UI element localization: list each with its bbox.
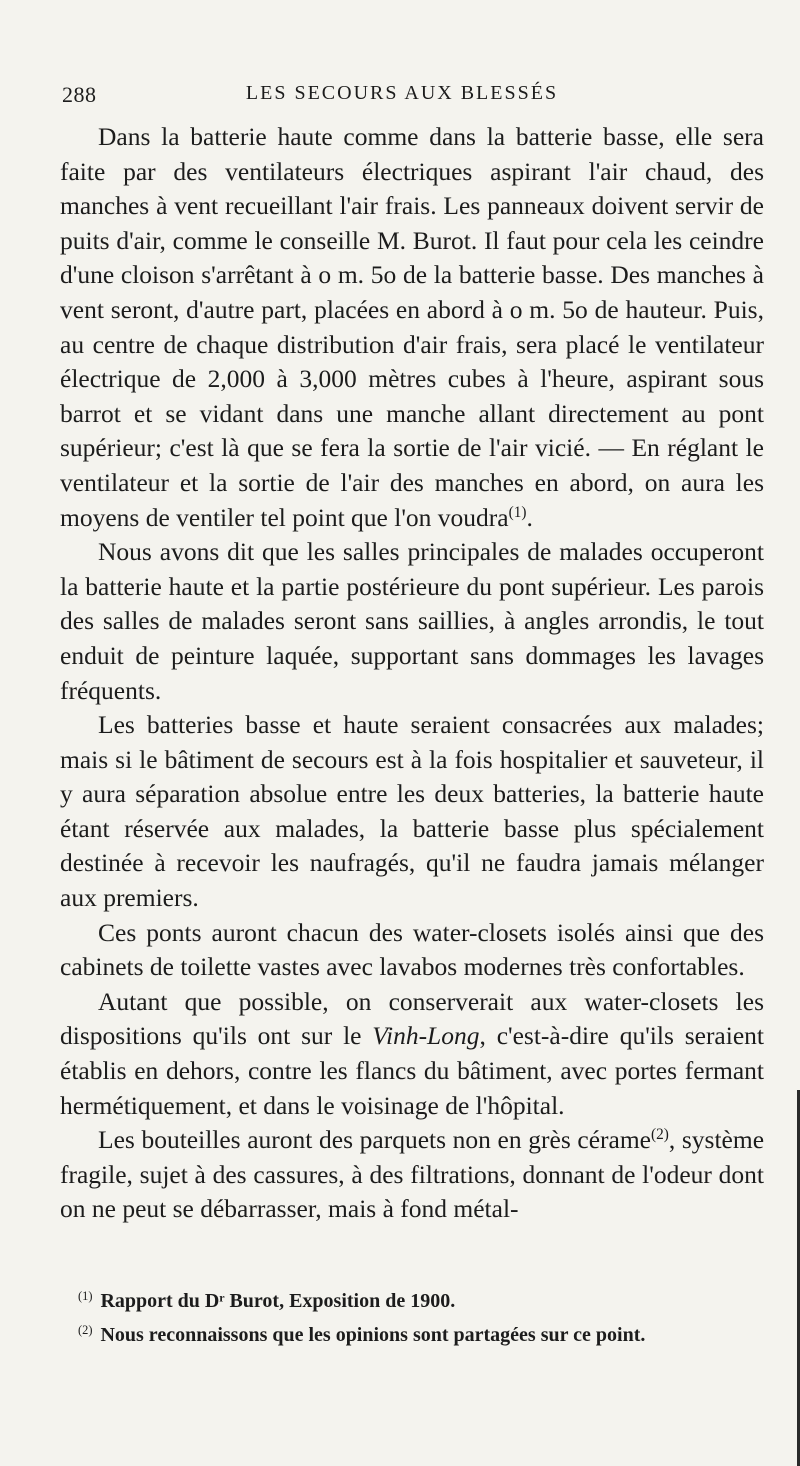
paragraph-text: Autant que possible, on conserverait aux water-closets les dispositions qu'ils ont sur le [60, 986, 764, 1051]
paragraph-ponts [60, 916, 764, 985]
paragraph-text: Ces ponts auront chacun des water-closets isolés ainsi que des cabinets de toilette vastes avec lavabos modernes très confortables. [60, 917, 764, 982]
ship-name: Vinh-Long [372, 1021, 480, 1051]
page-header [62, 82, 742, 112]
footnote-2 [78, 1316, 758, 1350]
paragraph-text: , système fragile, sujet à des cassures, à des filtrations, donnant de l'odeur dont on ne peut se débarrasser, mais à fond métal- [60, 1125, 765, 1224]
body-text [60, 120, 764, 1227]
paragraph-text: Nous avons dit que les salles principales de malades occuperont la batterie haute et la partie postérieure du pont supérieur. Les parois des salles de malades seront sans saillies, à angles arrondis, le tout enduit de peinture laquée, supportant sans dommages les lavages fréquents. [60, 537, 764, 705]
paragraph-bouteilles [60, 1123, 764, 1227]
paragraph-water-closets [60, 985, 764, 1123]
footnote-mark: (2) [78, 1322, 93, 1337]
paragraph-text: Dans la batterie haute comme dans la batterie basse, elle sera faite par des ventilateurs électriques aspirant l'air chaud, des manches à vent recueillant l'air frais. Les panneaux doivent servir de puits d'air, comme le conseille M. Burot. Il faut pour cela les ceindre d'une cloison s'arrêtant à o m. 5o de la batterie basse. Des manches à vent seront, d'autre part, placées en abord à o m. 5o de hauteur. Puis, au centre de chaque distribution d'air frais, sera placé le ventilateur électrique de 2,000 à 3,000 mètres cubes à l'heure, aspirant sous barrot et se vidant dans une manche allant directement au pont supérieur; c'est là que se fera la sortie de l'air vicié. — En réglant le ventilateur et la sortie de l'air des manches en abord, on aura les moyens de ventiler tel point que l'on voudra [60, 122, 764, 532]
paragraph-text: . [526, 502, 533, 532]
paragraph-ventilation [60, 120, 764, 535]
footnote-ref: (2) [651, 1126, 669, 1144]
paragraph-salles [60, 535, 764, 708]
paragraph-batteries [60, 708, 764, 916]
footnotes [78, 1282, 758, 1350]
footnote-mark: (1) [78, 1289, 93, 1303]
page-number: 288 [62, 82, 97, 107]
footnote-ref: (1) [508, 503, 527, 521]
paragraph-text: Les batteries basse et haute seraient consacrées aux malades; mais si le bâtiment de secours est à la fois hospitalier et sauveteur, il y aura séparation absolue entre les deux batteries, la batterie haute étant réservée aux malades, la batterie basse plus spécialement destinée à recevoir les naufragés, qu'il ne faudra jamais mélanger aux premiers. [60, 710, 764, 913]
paragraph-text: , c'est-à-dire qu'ils seraient établis en dehors, contre les flancs du bâtiment, avec portes fermant hermétiquement, et dans le voisinage de l'hôpital. [60, 1021, 764, 1120]
footnote-text: Nous reconnaissons que les opinions sont partagées sur ce point. [100, 1323, 646, 1346]
running-title: LES SECOURS AUX BLESSÉS [245, 82, 559, 104]
paragraph-text: Les bouteilles auront des parquets non en grès cérame [98, 1125, 651, 1155]
footnote-1 [78, 1282, 758, 1316]
footnote-text: Rapport du Dʳ Burot, Exposition de 1900. [100, 1289, 456, 1312]
